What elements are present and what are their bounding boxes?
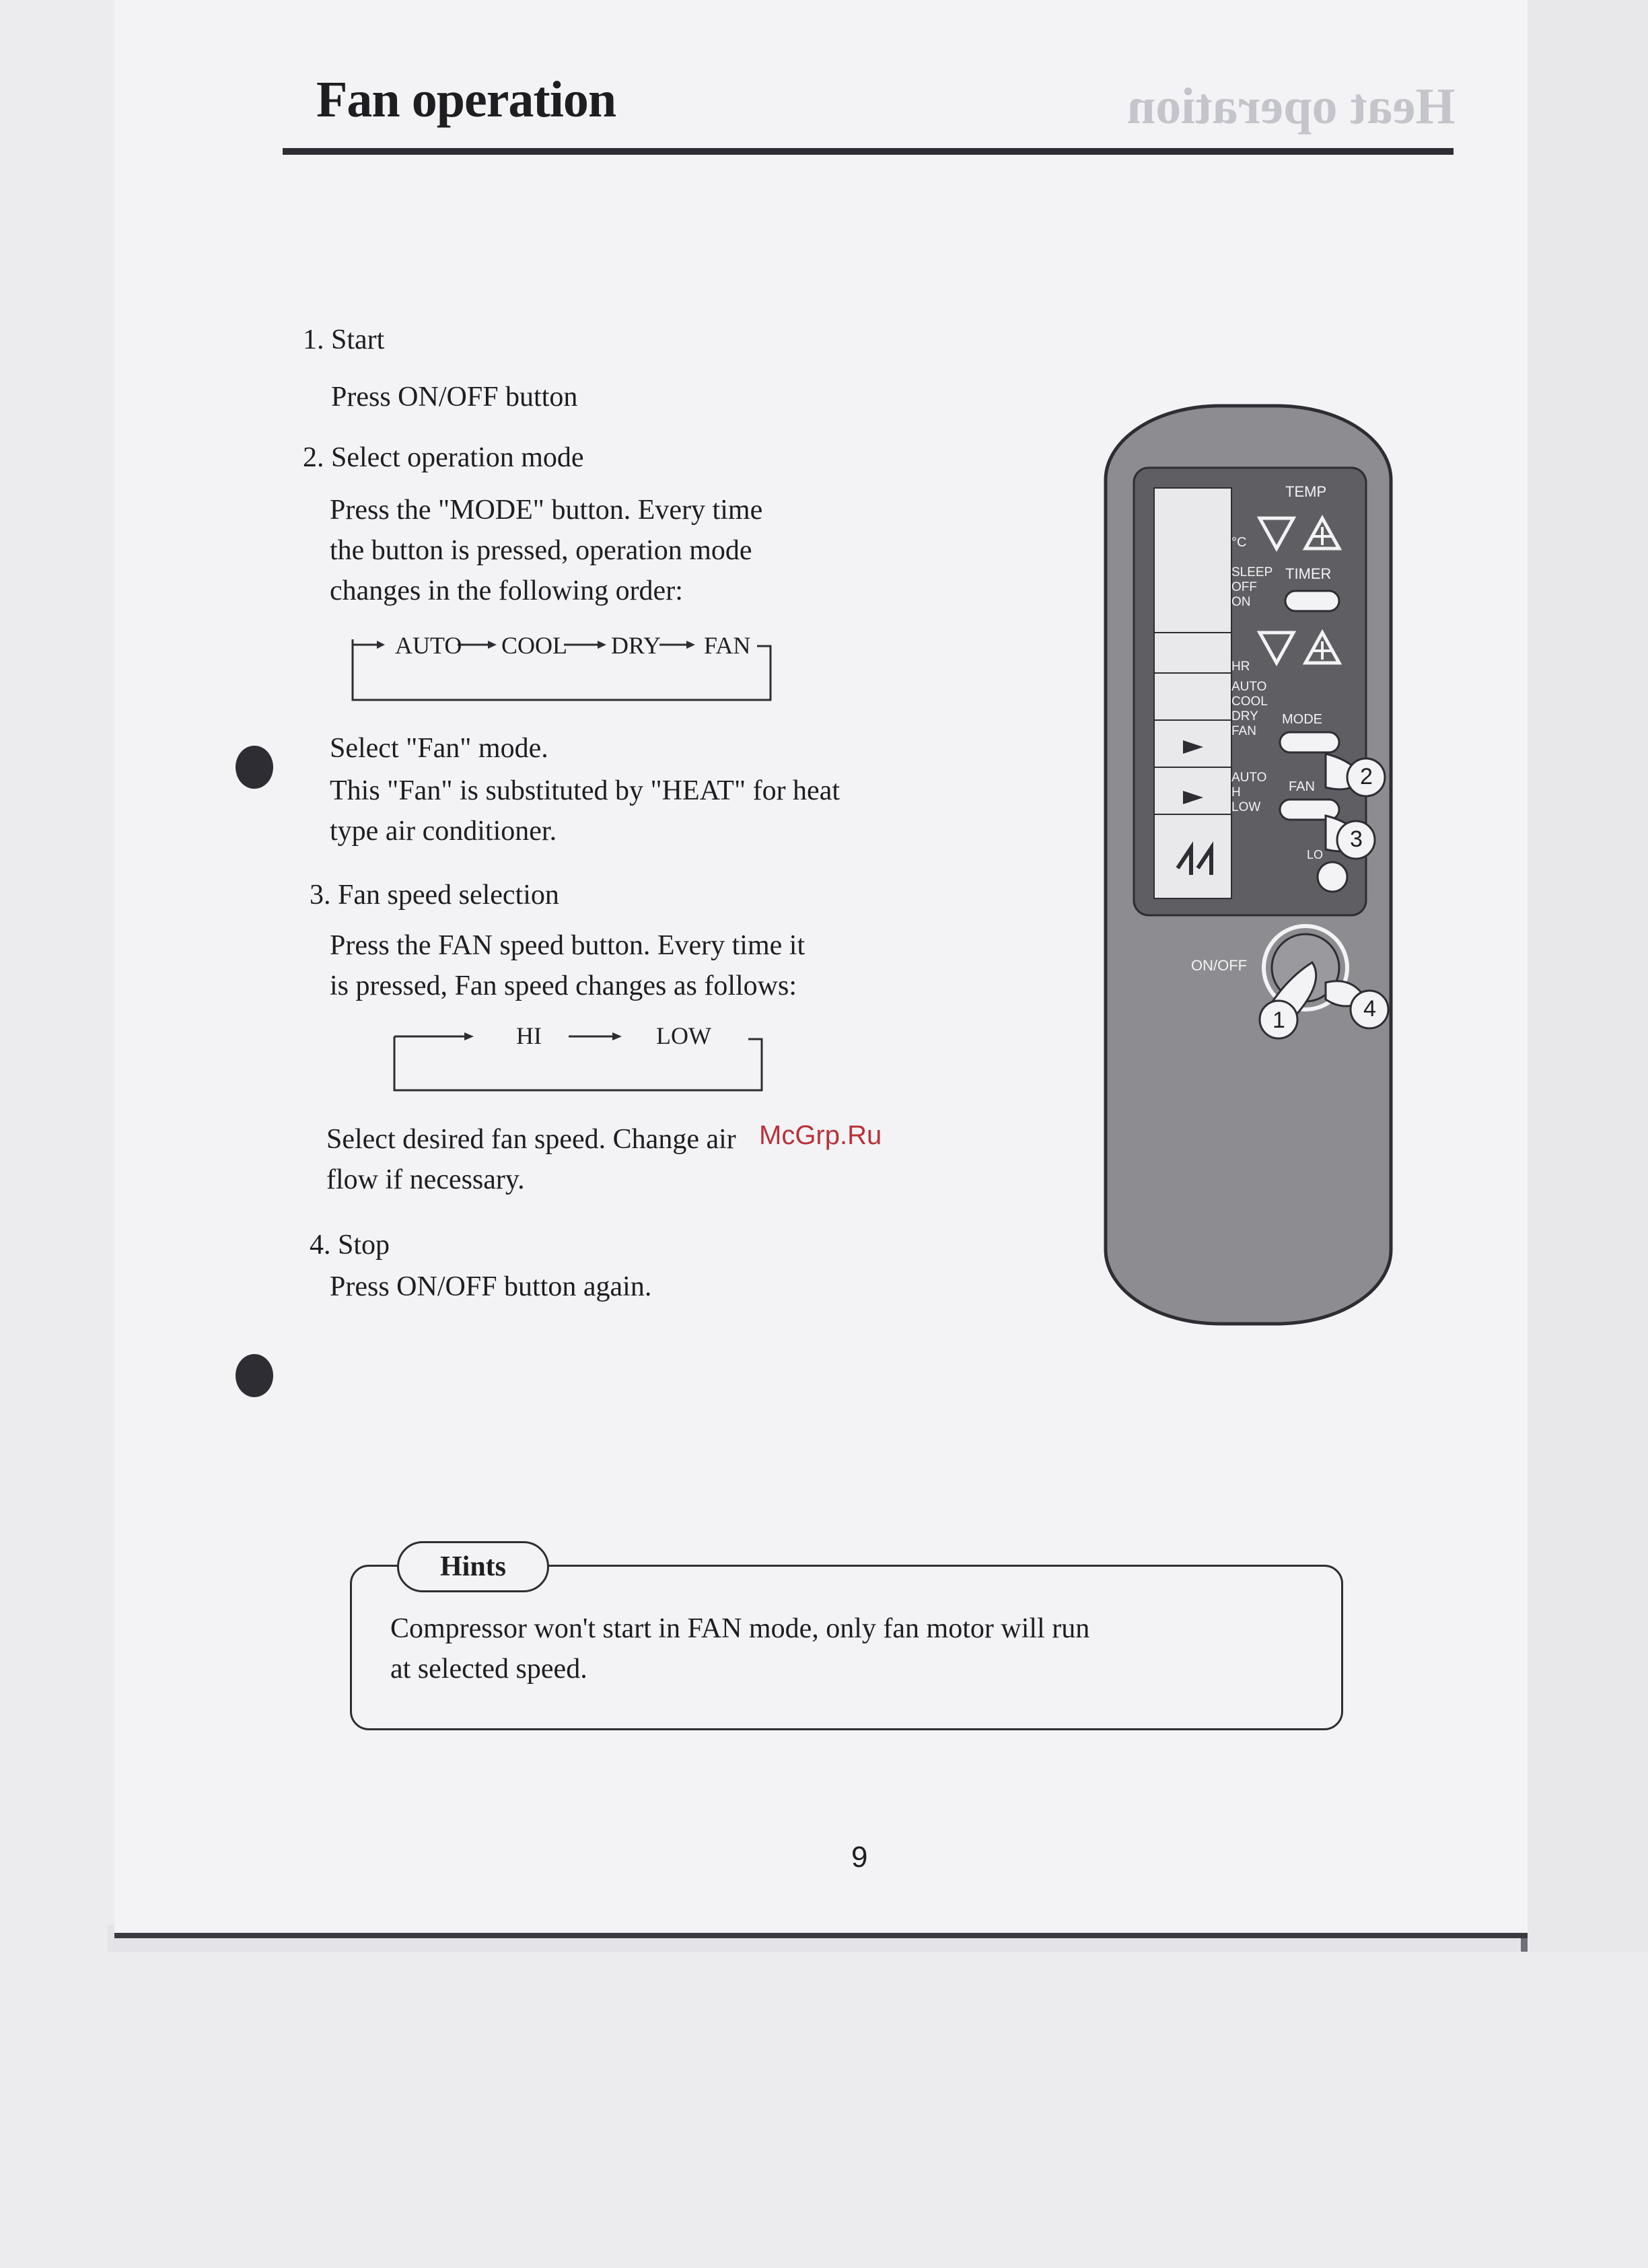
fan-speed-note-line1: Select desired fan speed. Change air bbox=[326, 1124, 736, 1155]
step-3-heading: 3. Fan speed selection bbox=[310, 880, 559, 911]
watermark: McGrp.Ru bbox=[759, 1121, 882, 1150]
fan-speed-hi: HI bbox=[516, 1022, 542, 1049]
fan-speed-note-line2: flow if necessary. bbox=[326, 1164, 525, 1195]
binder-hole bbox=[236, 1354, 273, 1397]
remote-lo-label: LO bbox=[1307, 848, 1324, 861]
hints-label: Hints bbox=[397, 1541, 549, 1592]
remote-sleep-labels: SLEEP OFF ON bbox=[1231, 565, 1273, 609]
fan-mode-note-line1: Select "Fan" mode. bbox=[330, 733, 548, 764]
callout-4: 4 bbox=[1363, 996, 1376, 1022]
page-edge bbox=[114, 1933, 1528, 1938]
callout-2: 2 bbox=[1360, 764, 1373, 789]
remote-mode-button-label: MODE bbox=[1282, 712, 1322, 727]
hints-text-line2: at selected speed. bbox=[390, 1654, 587, 1685]
bleed-through-title: Heat operation bbox=[1127, 78, 1456, 135]
step-1-heading: 1. Start bbox=[303, 324, 385, 355]
title-rule bbox=[283, 148, 1454, 155]
step-3-body-line2: is pressed, Fan speed changes as follows: bbox=[330, 970, 797, 1001]
timer-button-shape bbox=[1285, 591, 1339, 611]
fan-mode-note-line2: This "Fan" is substituted by "HEAT" for heat bbox=[330, 775, 840, 806]
remote-control-illustration bbox=[1104, 404, 1393, 1326]
mode-cool: COOL bbox=[501, 632, 567, 659]
remote-timer-label: TIMER bbox=[1285, 565, 1332, 582]
binder-hole bbox=[236, 746, 273, 789]
callout-3: 3 bbox=[1350, 826, 1363, 852]
remote-mode-labels: AUTO COOL DRY FAN bbox=[1231, 680, 1268, 738]
fan-mode-note-line3: type air conditioner. bbox=[330, 816, 557, 847]
remote-temp-label: TEMP bbox=[1285, 483, 1327, 500]
remote-body bbox=[1104, 404, 1393, 1326]
callout-1: 1 bbox=[1273, 1007, 1285, 1033]
step-2-heading: 2. Select operation mode bbox=[303, 442, 584, 473]
remote-celsius-label: °C bbox=[1231, 535, 1247, 550]
remote-onoff-label: ON/OFF bbox=[1191, 957, 1248, 974]
remote-fan-labels: AUTO H LOW bbox=[1231, 771, 1267, 814]
remote-hr-label: HR bbox=[1231, 660, 1250, 674]
step-2-body-line3: changes in the following order: bbox=[330, 575, 683, 606]
step-1-body: Press ON/OFF button bbox=[331, 382, 578, 413]
step-2-body-line1: Press the "MODE" button. Every time bbox=[330, 495, 763, 526]
reset-button-shape bbox=[1318, 862, 1347, 892]
mode-fan: FAN bbox=[704, 632, 751, 659]
fan-speed-low: LOW bbox=[656, 1022, 711, 1049]
mode-auto: AUTO bbox=[395, 632, 462, 659]
step-2-body-line2: the button is pressed, operation mode bbox=[330, 535, 752, 566]
mode-button-shape bbox=[1280, 732, 1339, 752]
step-4-body: Press ON/OFF button again. bbox=[330, 1271, 652, 1302]
page-title: Fan operation bbox=[316, 71, 616, 128]
step-3-body-line1: Press the FAN speed button. Every time it bbox=[330, 930, 805, 961]
step-4-heading: 4. Stop bbox=[310, 1230, 390, 1261]
hints-text-line1: Compressor won't start in FAN mode, only fan motor will run bbox=[390, 1613, 1090, 1644]
mode-dry: DRY bbox=[611, 632, 661, 659]
remote-fan-button-label: FAN bbox=[1289, 779, 1315, 794]
page-number: 9 bbox=[851, 1841, 868, 1874]
